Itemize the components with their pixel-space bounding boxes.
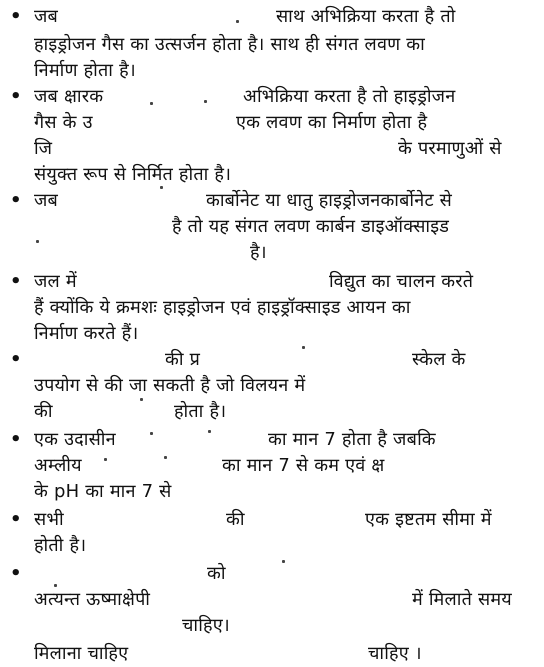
text-line: के परमाणुओं से [398, 138, 502, 159]
text-line: चाहिए । [368, 643, 422, 664]
text-line: साथ अभिक्रिया करता है तो [276, 6, 456, 27]
text-line: होती है। [34, 535, 87, 556]
text-line: निर्माण होता है। [34, 60, 136, 81]
scan-speck [150, 432, 153, 435]
text-line: जि [34, 138, 53, 159]
text-line: जब क्षारक [34, 86, 104, 107]
scan-speck [204, 100, 207, 103]
text-line: की [34, 401, 53, 422]
text-line: है। [250, 242, 267, 263]
text-line: अभिक्रिया करता है तो हाइड्रोजन [243, 86, 456, 107]
scan-speck [236, 20, 239, 23]
scan-speck [104, 458, 107, 461]
bullet: • [10, 6, 22, 27]
text-line: चाहिए। [182, 615, 230, 636]
bullet: • [10, 190, 22, 211]
text-line: जल में [34, 271, 77, 292]
text-line: होता है। [174, 401, 227, 422]
bullet: • [10, 86, 22, 107]
text-line: मिलाना चाहिए [34, 643, 129, 664]
scan-speck [164, 456, 167, 459]
text-line: हैं क्योंकि ये क्रमशः हाइड्रोजन एवं हाइड्रॉक्साइड आयन का [34, 297, 411, 318]
scan-speck [160, 186, 163, 189]
text-line: अत्यन्त ऊष्माक्षेपी [34, 589, 151, 610]
scan-speck [282, 560, 285, 563]
text-line: संयुक्त रूप से निर्मित होता है। [34, 164, 232, 185]
text-line: जब [34, 190, 59, 211]
text-line: अम्लीय [34, 455, 82, 476]
text-line: जब [34, 6, 59, 27]
text-line: का मान 7 होता है जबकि [268, 429, 436, 450]
scan-speck [150, 102, 153, 105]
text-line: निर्माण करते हैं। [34, 323, 139, 344]
bullet: • [10, 349, 22, 370]
scan-speck [36, 240, 39, 243]
text-line: है तो यह संगत लवण कार्बन डाइऑक्साइड [172, 216, 450, 237]
bullet: • [10, 271, 22, 292]
text-line: की [226, 509, 245, 530]
text-line: में मिलाते समय [412, 589, 512, 610]
scan-speck [208, 430, 211, 433]
text-line: का मान 7 से कम एवं क्ष [222, 455, 385, 476]
scan-speck [302, 346, 305, 349]
text-line: स्केल के [412, 349, 466, 370]
scan-speck [54, 584, 57, 587]
scan-speck [140, 398, 143, 401]
text-line: एक लवण का निर्माण होता है [236, 112, 428, 133]
text-line: एक उदासीन [34, 429, 116, 450]
bullet: • [10, 563, 22, 584]
text-line: एक इष्टतम सीमा में [365, 509, 492, 530]
text-line: उपयोग से की जा सकती है जो विलयन में [34, 375, 306, 396]
text-line: सभी [34, 509, 64, 530]
text-line: गैस के उ [34, 112, 93, 133]
bullet: • [10, 429, 22, 450]
text-line: की प्र [165, 349, 201, 370]
text-line: विद्युत का चालन करते [329, 271, 474, 292]
text-line: हाइड्रोजन गैस का उत्सर्जन होता है। साथ ही संगत लवण का [34, 34, 425, 55]
text-line: कार्बोनेट या धातु हाइड्रोजनकार्बोनेट से [206, 190, 453, 211]
bullet: • [10, 509, 22, 530]
text-line: के pH का मान 7 से [34, 481, 172, 502]
text-line: को [207, 563, 226, 584]
